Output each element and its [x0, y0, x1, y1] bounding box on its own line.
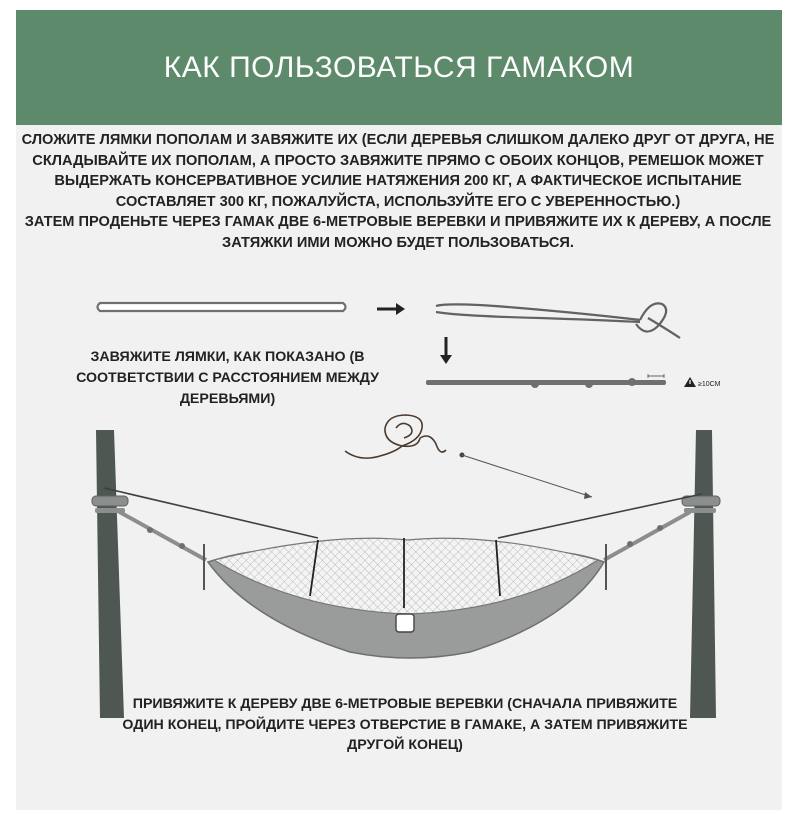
instruction-paragraph-2: ЗАТЕМ ПРОДЕНЬТЕ ЧЕРЕЗ ГАМАК ДВЕ 6-МЕТРОВЫЕ ВЕРЕВКИ И ПРИВЯЖИТЕ ИХ К ДЕРЕВУ, А ПОСЛЕ ЗАТЯЖКИ ИМИ МОЖНО БУДЕТ ПОЛЬЗОВАТЬСЯ.	[24, 214, 772, 251]
right-tree-strap	[682, 496, 720, 513]
rope-pointer-arrow	[460, 453, 593, 500]
left-ridge-rope	[104, 488, 318, 538]
step-tie-ropes-text: ПРИВЯЖИТЕ К ДЕРЕВУ ДВЕ 6-МЕТРОВЫЕ ВЕРЕВКИ (СНАЧАЛА ПРИВЯЖИТЕ ОДИН КОНЕЦ, ПРОЙДИТЕ ЧЕРЕЗ ОТВЕРСТИЕ В ГАМАКЕ, А ЗАТЕМ ПРИВЯЖИТЕ ДРУГОЙ КОНЕЦ)	[122, 696, 688, 753]
right-suspension-strap	[604, 512, 690, 590]
coiled-rope	[345, 415, 446, 458]
hammock-pocket	[396, 614, 414, 632]
right-tree	[690, 430, 716, 718]
left-tree	[96, 430, 124, 718]
hammock	[208, 538, 604, 658]
left-tree-strap	[92, 496, 128, 513]
right-ridge-rope	[498, 494, 702, 538]
step-tie-straps-text: ЗАВЯЖИТЕ ЛЯМКИ, КАК ПОКАЗАНО (В СООТВЕТСТВИИ С РАССТОЯНИЕМ МЕЖДУ ДЕРЕВЬЯМИ)	[76, 349, 379, 407]
arrow-down-icon	[440, 337, 452, 364]
knotted-strap	[436, 303, 680, 338]
instruction-paragraph-1: СЛОЖИТЕ ЛЯМКИ ПОПОЛАМ И ЗАВЯЖИТЕ ИХ (ЕСЛИ ДЕРЕВЬЯ СЛИШКОМ ДАЛЕКО ДРУГ ОТ ДРУГА, НЕ СКЛАДЫВАЙТЕ ИХ ПОПОЛАМ, А ПРОСТО ЗАВЯЖИТЕ ПРЯМО С ОБОИХ КОНЦОВ, РЕМЕШОК МОЖЕТ ВЫДЕРЖАТЬ КОНСЕРВАТИВНОЕ УСИЛИЕ НАТЯЖЕНИЯ 200 КГ, А ФАКТИЧЕСКОЕ ИСПЫТАНИЕ СОСТАВЛЯЕТ 300 КГ, ПОЖАЛУЙСТА, ИСПОЛЬЗУЙТЕ ЕГО С УВЕРЕННОСТЬЮ.)	[21, 132, 775, 210]
arrow-right-icon	[377, 303, 405, 315]
page-title: КАК ПОЛЬЗОВАТЬСЯ ГАМАКОМ	[163, 50, 635, 84]
tied-strap	[426, 374, 666, 388]
left-suspension-strap	[116, 510, 206, 590]
warning-icon	[684, 377, 696, 387]
folded-strap	[98, 303, 346, 311]
warning-label: ≥10CM	[698, 381, 721, 388]
